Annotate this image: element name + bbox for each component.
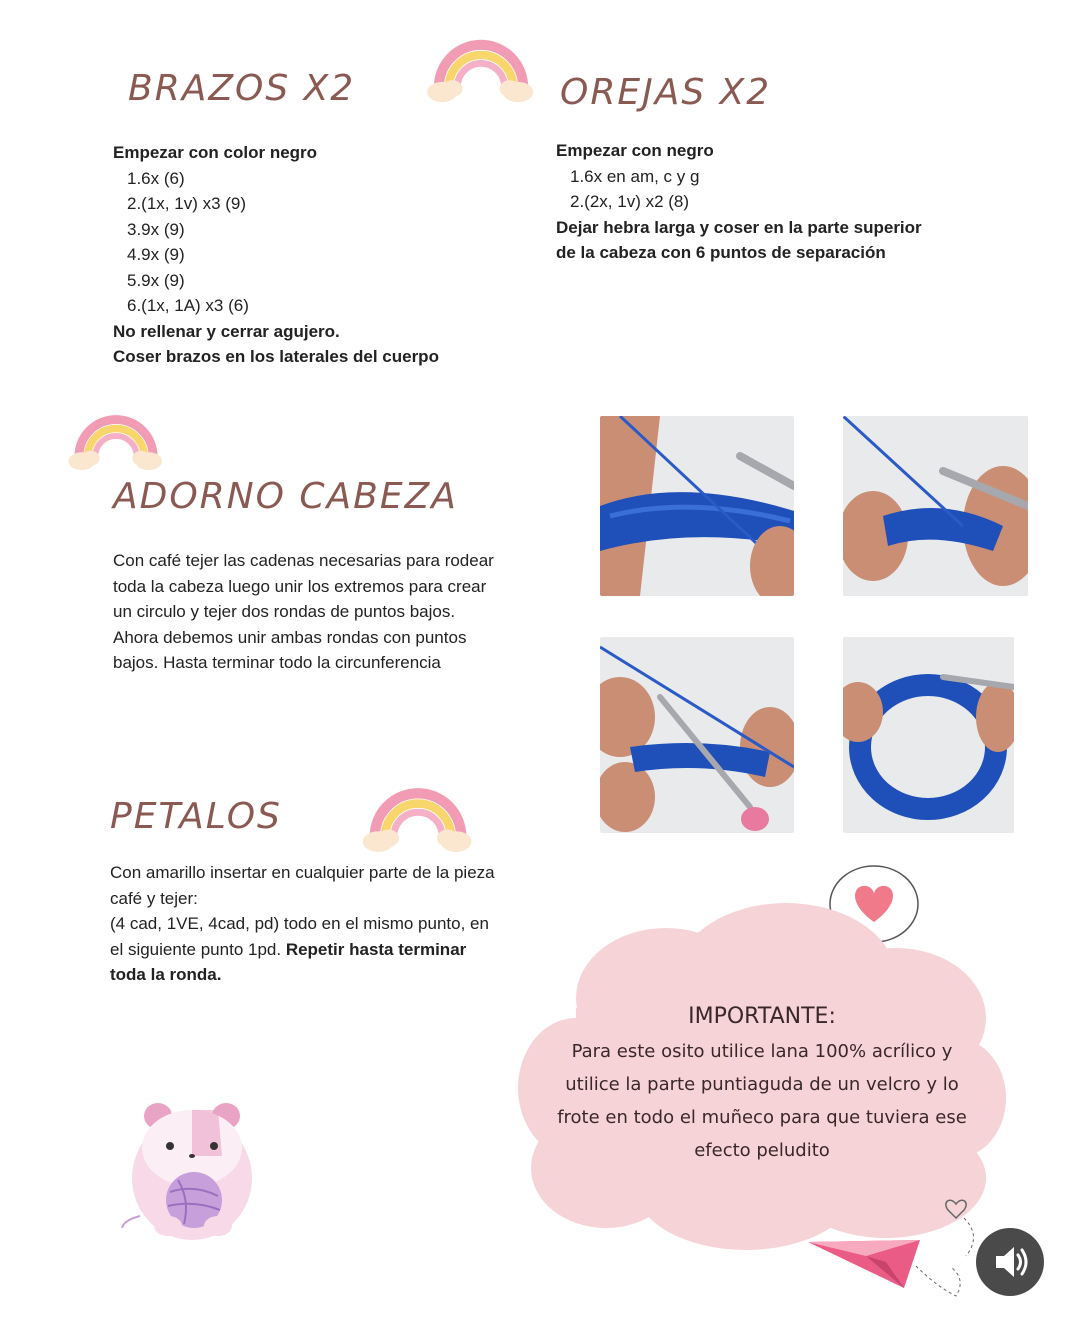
petalos-line: (4 cad, 1VE, 4cad, pd) todo en el mismo punto, en [110,914,489,933]
list-item: 2.(1x, 1v) x3 (9) [127,194,247,213]
crochet-photo-4 [843,637,1014,833]
petalos-title: PETALOS [110,796,282,837]
importante-line: Para este osito utilice lana 100% acrílico y [571,1041,953,1062]
list-item: 1.6x en am, c y g [570,166,700,186]
importante-line: frote en todo el muñeco para que tuviera ese [557,1107,967,1128]
adorno-title: ADORNO CABEZA [113,476,458,517]
brazos-intro: Empezar con color negro [113,143,318,162]
rainbow-icon [416,28,546,108]
adorno-text [113,548,553,676]
importante-title: IMPORTANTE: [688,1004,836,1029]
list-item: 5.9x (9) [127,270,185,290]
adorno-line: Con café tejer las cadenas necesarias para rodear [113,551,494,570]
orejas-title: OREJAS X2 [560,72,772,113]
speaker-button[interactable] [976,1228,1044,1296]
petalos-line4-bold: Repetir hasta terminar [285,939,467,959]
adorno-line: Ahora debemos unir ambas rondas con puntos [113,627,467,647]
crochet-photo-3 [600,637,794,833]
brazos-closing-1: No rellenar y cerrar agujero. [113,321,340,341]
petalos-line: toda la ronda. [110,965,222,984]
adorno-line: un circulo y tejer dos rondas de puntos bajos. [113,602,456,621]
petalos-line4-plain: el siguiente punto 1pd. [110,939,286,959]
hamster-illustration [118,1096,268,1246]
adorno-line: bajos. Hasta terminar todo la circunferencia [113,653,441,672]
importante-line: utilice la parte puntiaguda de un velcro y lo [565,1074,959,1095]
importante-box [520,1000,1004,1167]
brazos-section [113,140,533,370]
list-item: 6.(1x, 1A) x3 (6) [127,296,249,315]
paper-plane-icon [806,1196,986,1302]
list-item: 2.(2x, 1v) x2 (8) [570,192,690,211]
orejas-intro: Empezar con negro [556,141,714,160]
list-item: 3.9x (9) [127,219,185,239]
petalos-line: café y tejer: [110,888,198,908]
orejas-closing-1: Dejar hebra larga y coser en la parte superior [556,217,922,237]
speaker-icon [976,1228,1044,1296]
list-item: 1.6x (6) [127,168,185,188]
petalos-line: Con amarillo insertar en cualquier parte de la pieza [110,863,495,882]
orejas-section [556,138,1026,266]
brazos-title: BRAZOS X2 [128,68,356,109]
orejas-steps [556,164,1026,215]
crochet-photo-2 [843,416,1028,596]
rainbow-icon [64,404,168,476]
importante-line: efecto peludito [694,1140,830,1161]
brazos-closing-2: Coser brazos en los laterales del cuerpo [113,347,439,366]
adorno-line: toda la cabeza luego unir los extremos para crear [113,576,487,596]
list-item: 4.9x (9) [127,245,185,264]
rainbow-icon [356,776,480,858]
petalos-line [110,937,550,963]
orejas-closing-2: de la cabeza con 6 puntos de separación [556,243,886,262]
petalos-text [110,860,550,988]
brazos-steps [113,166,533,319]
crochet-photo-1 [600,416,794,596]
